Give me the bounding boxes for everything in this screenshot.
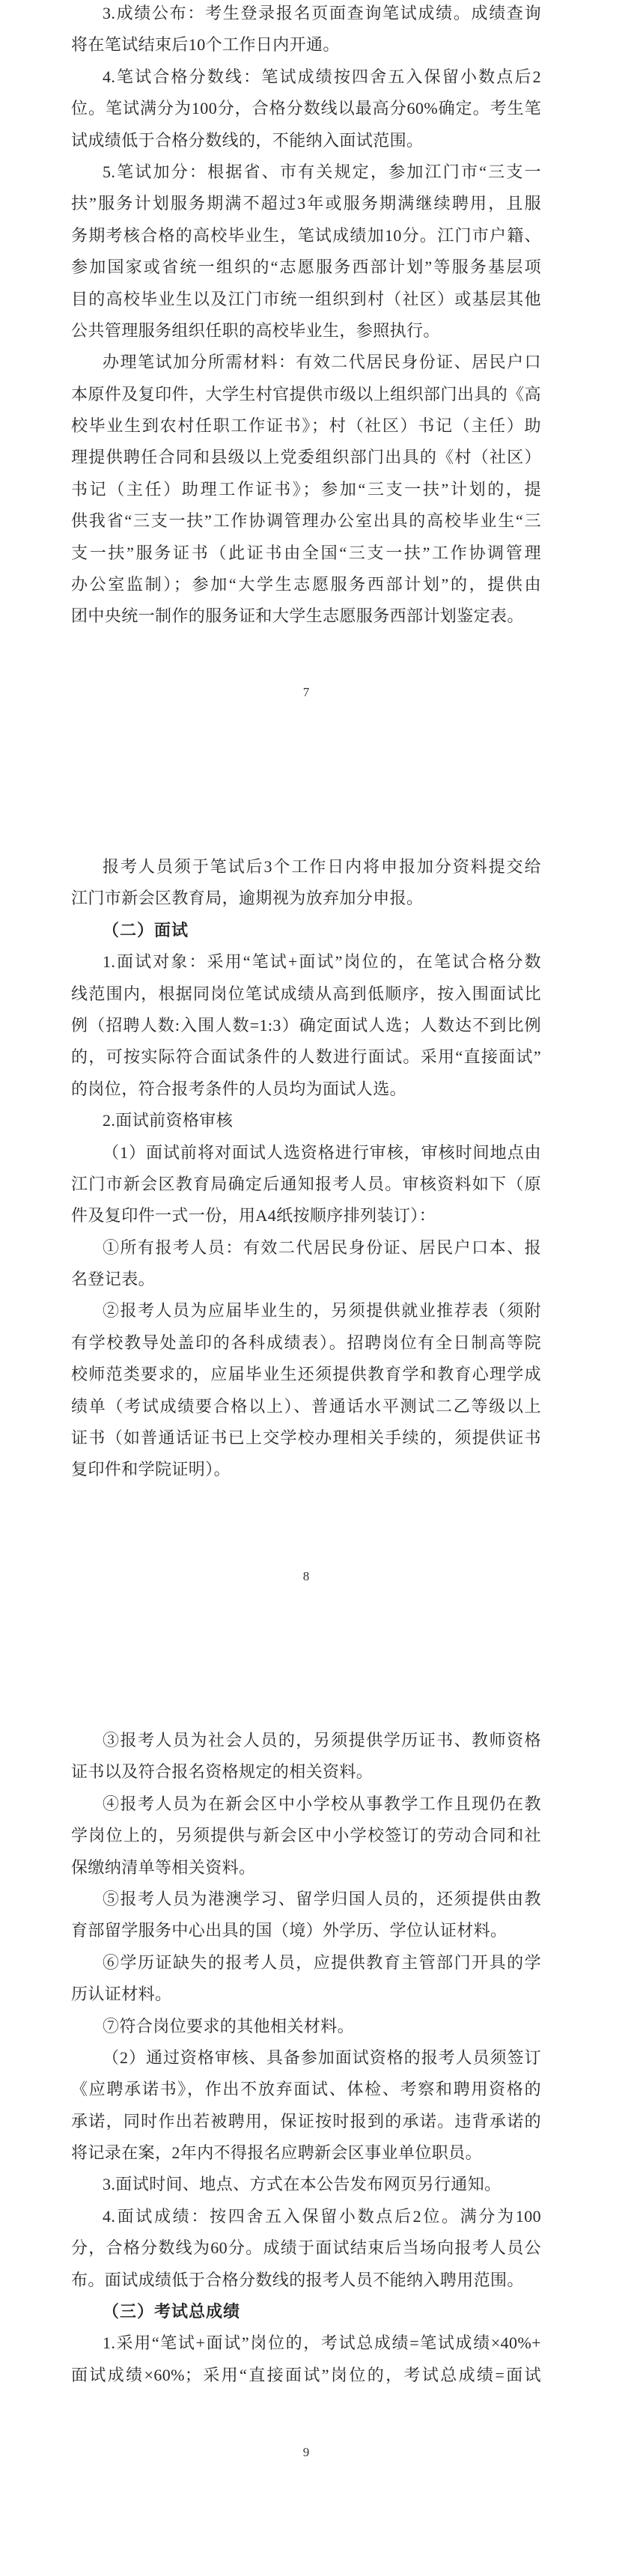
text-line: 江门市新会区教育局，逾期视为放弃加分申报。	[71, 889, 424, 908]
text-line: 公共管理服务组织任职的高校毕业生，参照执行。	[71, 320, 440, 340]
text-line: 1.面试对象：采用“笔试+面试”岗位的，在笔试合格分数	[103, 952, 541, 972]
text-line: 将记录在案，2年内不得报名应聘新会区事业单位职员。	[71, 2143, 483, 2163]
text-line: ②报考人员为应届毕业生的，另须提供就业推荐表（须附	[103, 1301, 541, 1321]
text-line: （2）通过资格审核、具备参加面试资格的报考人员须签订	[103, 2047, 541, 2067]
text-line: 务期考核合格的高校毕业生，笔试成绩加10分。江门市户籍、	[71, 225, 541, 245]
text-line: 4.笔试合格分数线：笔试成绩按四舍五入保留小数点后2	[103, 67, 541, 86]
text-line: 参加国家或省统一组织的“志愿服务西部计划”等服务基层项	[71, 258, 541, 277]
text-line: ①所有报考人员：有效二代居民身份证、居民户口本、报	[103, 1237, 541, 1257]
section-heading-line: （二）面试	[103, 920, 189, 940]
text-line: 复印件和学院证明）。	[71, 1460, 231, 1479]
text-line: 育部留学服务中心出具的国（境）外学历、学位认证材料。	[71, 1921, 507, 1940]
text-line: 团中央统一制作的服务证和大学生志愿服务西部计划鉴定表。	[71, 606, 524, 626]
text-line: 理提供聘任合同和县级以上党委组织部门出具的《村（社区）	[71, 448, 541, 467]
text-line: 线范围内，根据同岗位笔试成绩从高到低顺序，按入围面试比	[71, 984, 541, 1003]
text-line: 保缴纳清单等相关资料。	[71, 1857, 256, 1877]
text-line: 绩单（考试成绩要合格以上）、普通话水平测试二乙等级以上	[71, 1396, 541, 1416]
text-line: 1.采用“笔试+面试”岗位的，考试总成绩=笔试成绩×40%+	[103, 2333, 541, 2353]
text-line: ⑤报考人员为港澳学习、留学归国人员的，还须提供由教	[103, 1889, 541, 1908]
text-line: 本原件及复印件，大学生村官提供市级以上组织部门出具的《高	[71, 384, 541, 404]
text-line: ⑦符合岗位要求的其他相关材料。	[103, 2016, 355, 2035]
text-line: 支一扶”服务证书（此证书由全国“三支一扶”工作协调管理	[71, 543, 541, 562]
section-heading-line: （三）考试总成绩	[103, 2302, 241, 2321]
text-line: 书记（主任）助理工作证书》；参加“三支一扶”计划的，提	[71, 479, 541, 499]
text-line: 4.面试成绩：按四舍五入保留小数点后2位。满分为100	[103, 2206, 541, 2226]
text-line: 5.笔试加分：根据省、市有关规定，参加江门市“三支一	[103, 162, 541, 181]
page-9-text-block	[71, 1725, 541, 2391]
text-line: 学岗位上的，另须提供与新会区中小学校签订的劳动合同和社	[71, 1826, 541, 1845]
page-number-7: 7	[302, 685, 310, 699]
text-line: 目的高校毕业生以及江门市统一组织到村（社区）或基层其他	[71, 289, 541, 308]
text-line: 试成绩低于合格分数线的，不能纳入面试范围。	[71, 130, 424, 150]
page-number-9: 9	[302, 2445, 310, 2459]
text-line: 2.面试前资格审核	[103, 1111, 234, 1130]
text-line: 件及复印件一式一份，用A4纸按顺序排列装订）：	[71, 1206, 436, 1225]
text-line: 位。笔试满分为100分，合格分数线以最高分60%确定。考生笔	[71, 99, 541, 118]
text-line: 3.成绩公布：考生登录报名页面查询笔试成绩。成绩查询	[103, 4, 541, 22]
text-line: 的，可按实际符合面试条件的人数进行面试。采用“直接面试”	[71, 1047, 541, 1067]
page-7-text-block	[71, 0, 541, 633]
text-line: 名登记表。	[71, 1270, 156, 1289]
text-line: 承诺，同时作出若被聘用，保证按时报到的承诺。违背承诺的	[71, 2111, 541, 2131]
text-line: 面试成绩×60%；采用“直接面试”岗位的，考试总成绩=面试	[71, 2365, 541, 2384]
text-line: 分，合格分数线为60分。成绩于面试结束后当场向报考人员公	[71, 2238, 541, 2258]
text-line: ④报考人员为在新会区中小学校从事教学工作且现仍在教	[103, 1794, 541, 1813]
text-line: 扶”服务计划服务期满不超过3年或服务期满继续聘用，且服	[71, 194, 541, 213]
text-line: 历认证材料。	[71, 1985, 172, 2004]
text-line: 的岗位，符合报考条件的人员均为面试人选。	[71, 1079, 407, 1098]
text-line: 例（招聘人数:入围人数=1:3）确定面试人选；人数达不到比例	[71, 1015, 541, 1035]
text-line: 布。面试成绩低于合格分数线的报考人员不能纳入聘用范围。	[71, 2270, 524, 2289]
text-line: 证书（如普通话证书已上交学校办理相关手续的，须提供证书	[71, 1428, 541, 1448]
text-line: 有学校教导处盖印的各科成绩表）。招聘岗位有全日制高等院	[71, 1333, 541, 1352]
text-line: ⑥学历证缺失的报考人员，应提供教育主管部门开具的学	[103, 1952, 541, 1972]
page-number-8: 8	[302, 1569, 310, 1583]
page-8-text-block	[71, 851, 541, 1486]
text-line: 《应聘承诺书》，作出不放弃面试、体检、考察和聘用资格的	[71, 2080, 541, 2099]
text-line: 办公室监制）；参加“大学生志愿服务西部计划”的，提供由	[71, 575, 541, 594]
text-line: 办理笔试加分所需材料：有效二代居民身份证、居民户口	[103, 353, 541, 372]
text-line: 3.面试时间、地点、方式在本公告发布网页另行通知。	[103, 2175, 502, 2194]
text-line: 证书以及符合报名资格规定的相关资料。	[71, 1762, 374, 1782]
text-line: 供我省“三支一扶”工作协调管理办公室出具的高校毕业生“三	[71, 511, 541, 531]
text-line: 报考人员须于笔试后3个工作日内将申报加分资料提交给	[103, 857, 541, 876]
text-line: 将在笔试结束后10个工作日内开通。	[71, 35, 340, 55]
text-line: ③报考人员为社会人员的，另须提供学历证书、教师资格	[103, 1731, 541, 1750]
text-line: （1）面试前将对面试人选资格进行审核，审核时间地点由	[103, 1142, 541, 1162]
text-line: 江门市新会区教育局确定后通知报考人员。审核资料如下（原	[71, 1174, 541, 1193]
text-line: 校毕业生到农村任职工作证书》；村（社区）书记（主任）助	[71, 416, 541, 436]
text-line: 校师范类要求的，应届毕业生还须提供教育学和教育心理学成	[71, 1365, 541, 1384]
